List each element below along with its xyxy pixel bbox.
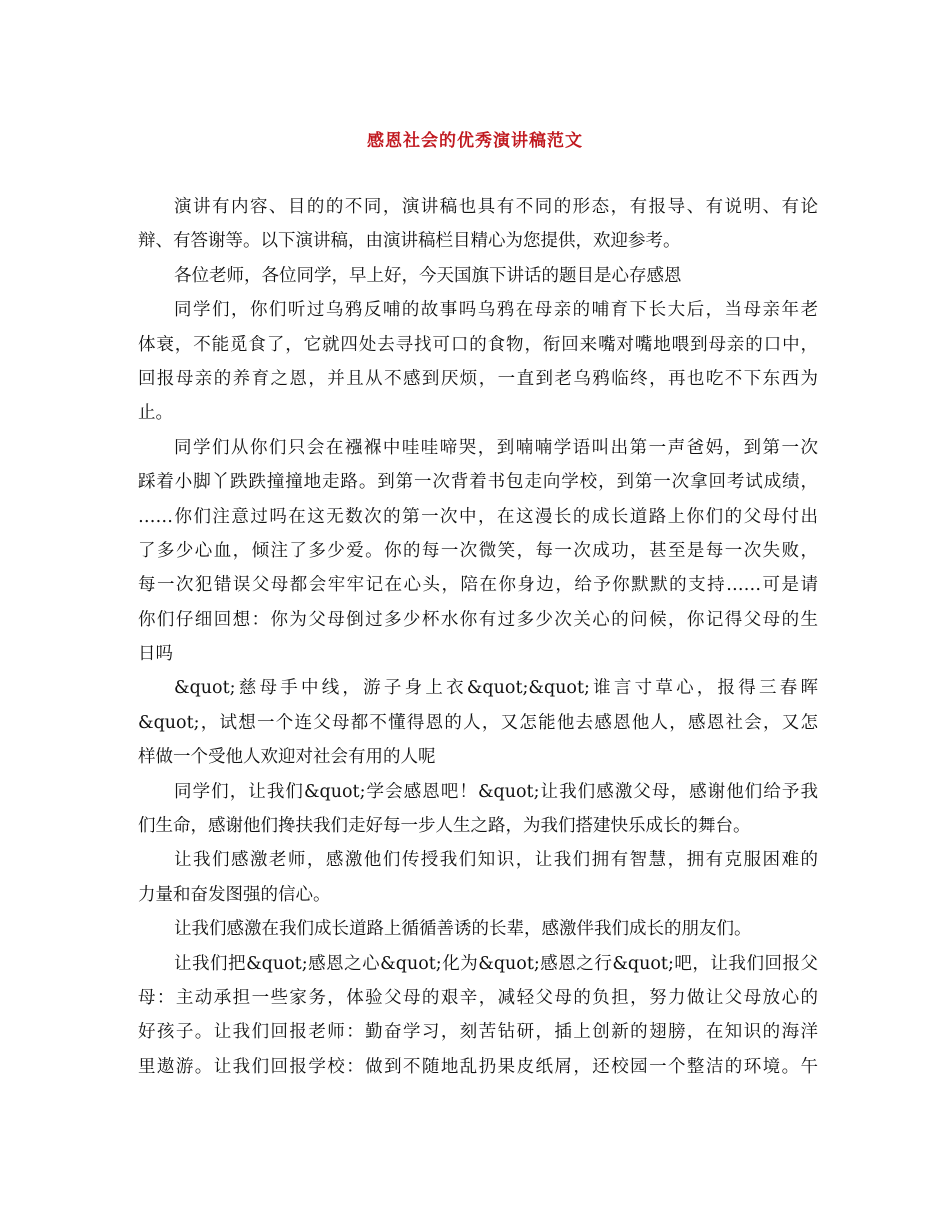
body-line: 母：主动承担一些家务，体验父母的艰辛，减轻父母的负担，努力做让父母放心的	[138, 987, 818, 1008]
body-line: 同学们，让我们&quot;学会感恩吧！&quot;让我们感激父母，感谢他们给予我	[174, 781, 818, 802]
body-line: 辩、有答谢等。以下演讲稿，由演讲稿栏目精心为您提供，欢迎参考。	[138, 231, 681, 252]
body-line: 们生命，感谢他们搀扶我们走好每一步人生之路，为我们搭建快乐成长的舞台。	[138, 816, 751, 837]
body-line: 让我们感激在我们成长道路上循循善诱的长辈，感激伴我们成长的朋友们。	[174, 919, 752, 940]
body-line: 体衰，不能觅食了，它就四处去寻找可口的食物，衔回来嘴对嘴地喂到母亲的口中，	[138, 334, 818, 355]
body-line: 让我们把&quot;感恩之心&quot;化为&quot;感恩之行&quot;吧，让我们回报父	[174, 953, 818, 974]
body-line: 日吗	[138, 644, 173, 665]
body-line: 回报母亲的养育之恩，并且从不感到厌烦，一直到老乌鸦临终，再也吃不下东西为	[138, 368, 818, 389]
body-line: 让我们感激老师，感激他们传授我们知识，让我们拥有智慧，拥有克服困难的	[174, 850, 818, 871]
body-line: 好孩子。让我们回报老师：勤奋学习，刻苦钻研，插上创新的翅膀，在知识的海洋	[138, 1022, 818, 1043]
body-line: 样做一个受他人欢迎对社会有用的人呢	[138, 747, 436, 768]
body-line: 里遨游。让我们回报学校：做到不随地乱扔果皮纸屑，还校园一个整洁的环境。午	[138, 1056, 818, 1077]
body-line: 演讲有内容、目的的不同，演讲稿也具有不同的形态，有报导、有说明、有论	[174, 197, 818, 217]
body-line: 了多少心血，倾注了多少爱。你的每一次微笑，每一次成功，甚至是每一次失败，	[138, 540, 818, 561]
body-line: 每一次犯错误父母都会牢牢记在心头，陪在你身边，给予你默默的支持……可是请	[138, 575, 818, 596]
body-line: 踩着小脚丫跌跌撞撞地走路。到第一次背着书包走向学校，到第一次拿回考试成绩，	[138, 472, 818, 493]
body-line: 同学们从你们只会在襁褓中哇哇啼哭，到喃喃学语叫出第一声爸妈，到第一次	[174, 437, 818, 458]
body-line: ……你们注意过吗在这无数次的第一次中，在这漫长的成长道路上你们的父母付出	[138, 506, 818, 527]
document-body	[138, 190, 818, 1084]
document-title: 感恩社会的优秀演讲稿范文	[367, 131, 583, 151]
body-line: 力量和奋发图强的信心。	[138, 884, 331, 905]
body-line: 你们仔细回想：你为父母倒过多少杯水你有过多少次关心的问候，你记得父母的生	[138, 609, 818, 630]
body-line: &quot;慈母手中线，游子身上衣&quot;&quot;谁言寸草心，报得三春晖	[174, 678, 818, 699]
body-line: &quot;，试想一个连父母都不懂得恩的人，又怎能他去感恩他人，感恩社会，又怎	[138, 712, 818, 733]
body-line: 各位老师，各位同学，早上好，今天国旗下讲话的题目是心存感恩	[174, 265, 682, 286]
body-line: 同学们，你们听过乌鸦反哺的故事吗乌鸦在母亲的哺育下长大后，当母亲年老	[174, 300, 818, 321]
body-line: 止。	[138, 403, 173, 424]
